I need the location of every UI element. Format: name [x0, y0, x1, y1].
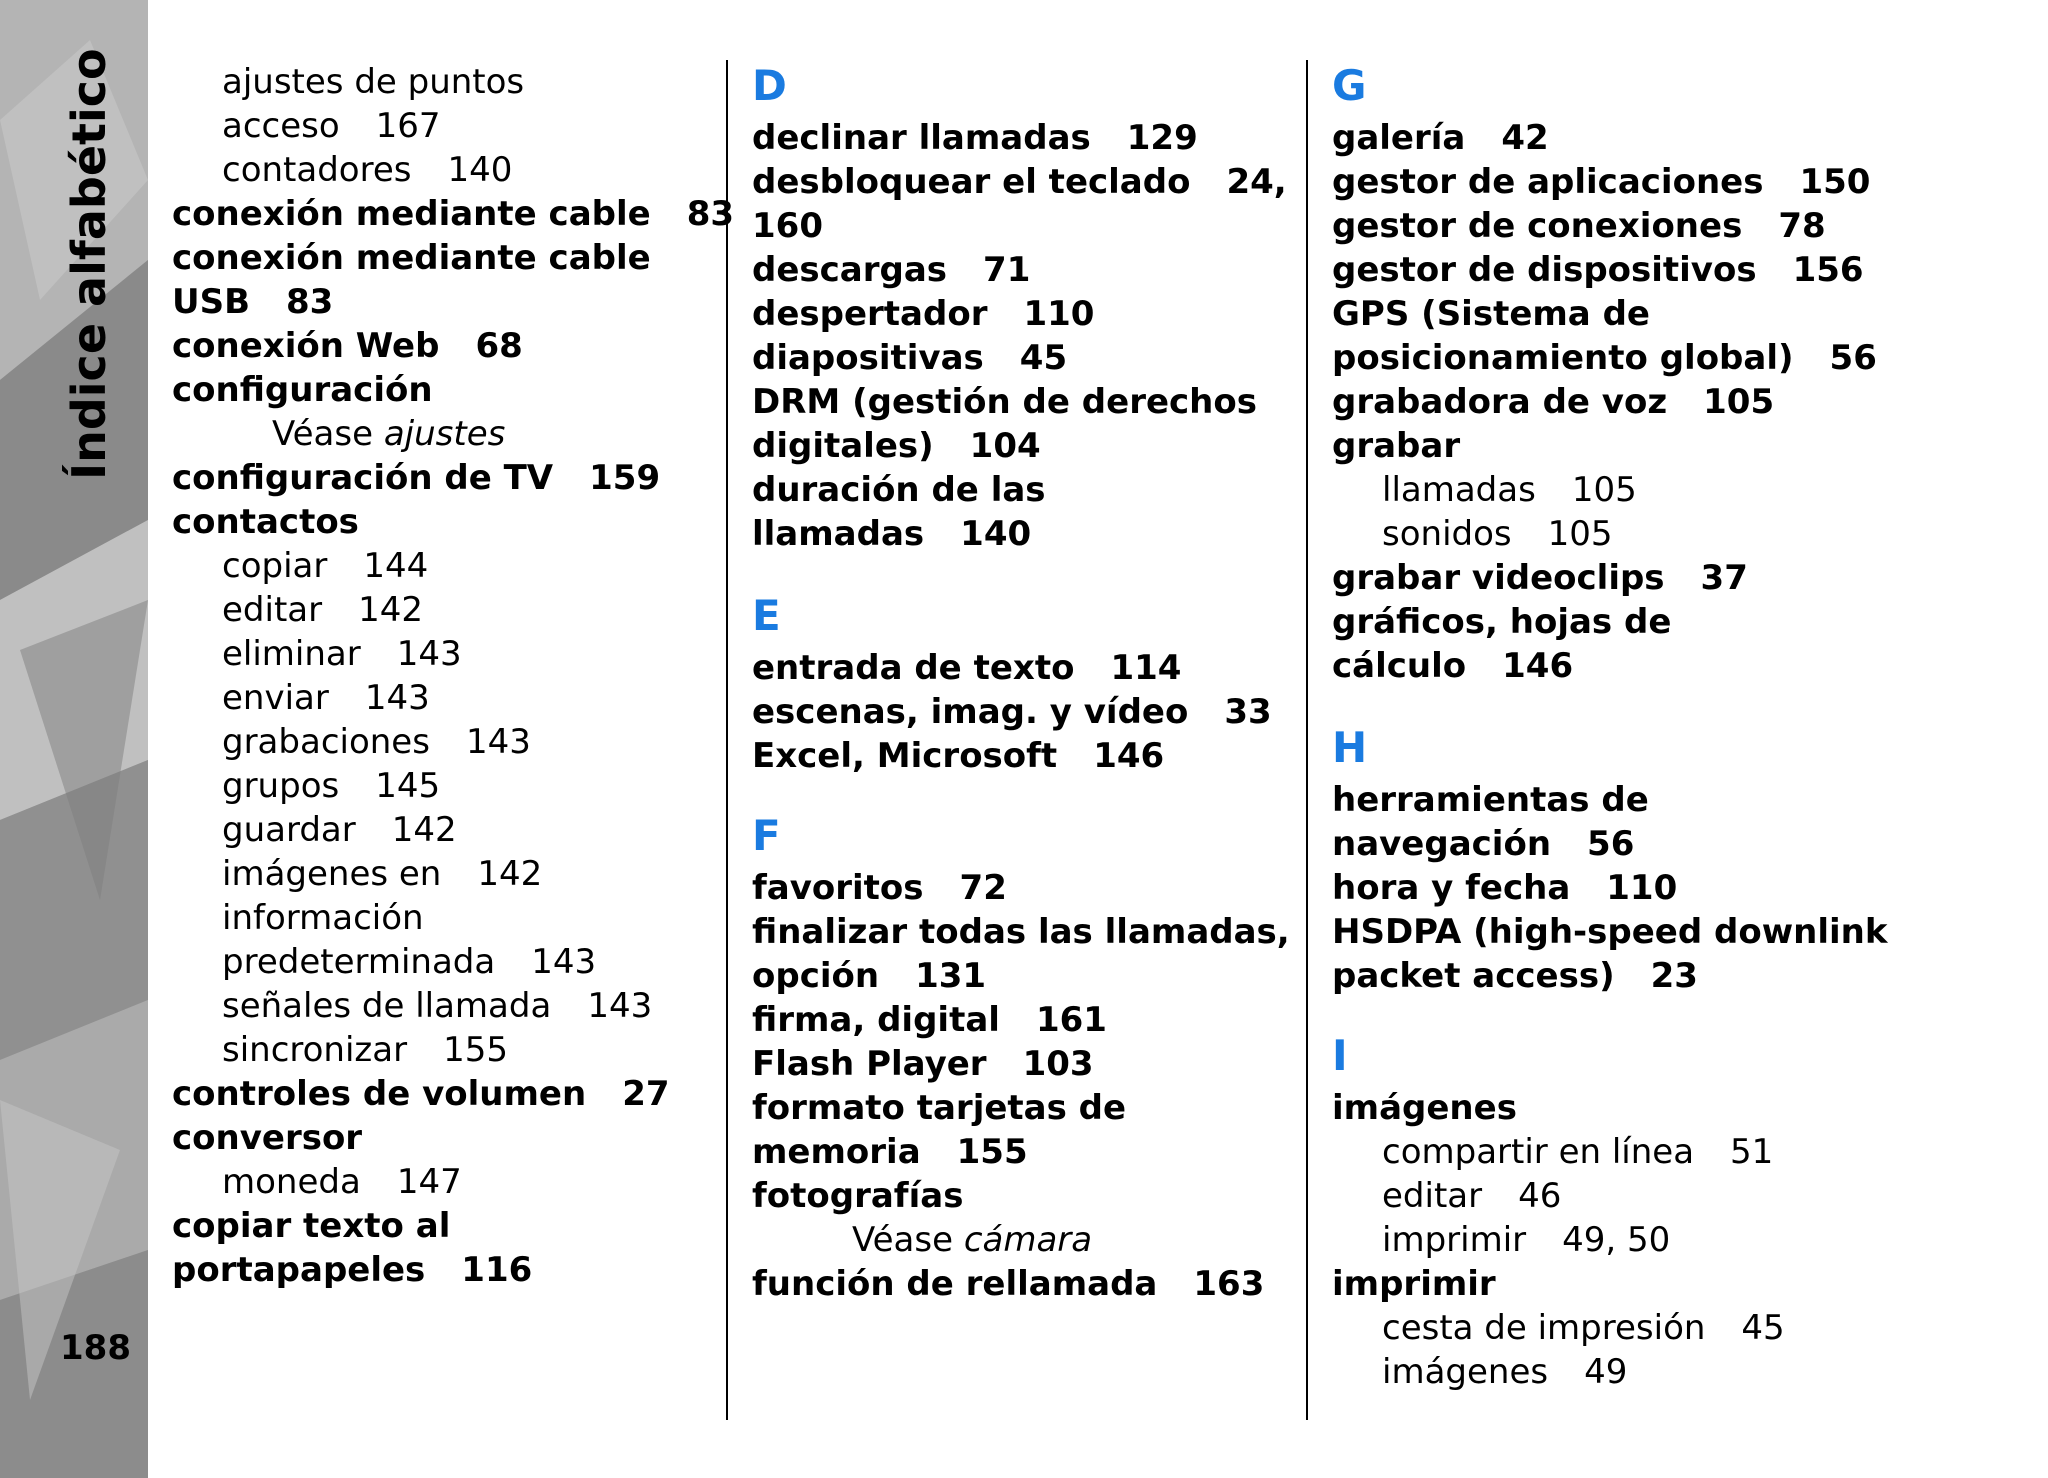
term-text: memoria — [752, 1132, 921, 1172]
term-text: gráficos, hojas de — [1332, 602, 1672, 642]
index-term — [752, 336, 1067, 380]
term-text: imágenes — [1332, 1088, 1517, 1128]
page-reference: 142 — [391, 810, 457, 850]
index-subterm — [222, 544, 428, 588]
index-subterm — [222, 940, 596, 984]
index-term — [752, 1130, 1028, 1174]
term-text: guardar — [222, 810, 356, 850]
term-text: grabaciones — [222, 722, 430, 762]
term-text: USB — [172, 282, 251, 322]
index-term — [752, 468, 1046, 512]
page-reference: 56 — [1829, 338, 1877, 378]
index-subterm — [222, 1028, 508, 1072]
term-text: información — [222, 898, 424, 938]
term-text: fotografías — [752, 1176, 964, 1216]
index-subterm — [222, 148, 512, 192]
term-text: grabadora de voz — [1332, 382, 1668, 422]
term-text: imprimir — [1332, 1264, 1496, 1304]
index-term — [752, 1042, 1094, 1086]
term-text: grabar — [1332, 426, 1461, 466]
term-text: imágenes — [1382, 1352, 1549, 1392]
section-title: Índice alfabético — [62, 48, 116, 480]
page-reference: 114 — [1110, 648, 1182, 688]
page-reference: 142 — [477, 854, 543, 894]
index-term — [1332, 644, 1573, 688]
term-text: moneda — [222, 1162, 361, 1202]
term-text: entrada de texto — [752, 648, 1075, 688]
page-reference: 159 — [589, 458, 661, 498]
term-text: controles de volumen — [172, 1074, 587, 1114]
see-target: ajustes — [383, 414, 506, 454]
index-subterm — [222, 896, 424, 940]
term-text: herramientas de — [1332, 780, 1649, 820]
page-reference: 42 — [1501, 118, 1549, 158]
index-term — [752, 954, 986, 998]
term-text: copiar texto al — [172, 1206, 451, 1246]
term-text: declinar llamadas — [752, 118, 1091, 158]
page-reference: 167 — [375, 106, 441, 146]
index-term — [1332, 1086, 1517, 1130]
term-text: contactos — [172, 502, 359, 542]
index-subterm — [222, 984, 652, 1028]
page-number: 188 — [60, 1328, 131, 1368]
index-subterm — [222, 720, 531, 764]
index-letter-heading: D — [752, 61, 787, 110]
page-reference: 150 — [1799, 162, 1871, 202]
term-text: HSDPA (high-speed downlink — [1332, 912, 1888, 952]
index-term — [172, 456, 660, 500]
index-term — [172, 500, 359, 544]
index-term — [172, 1072, 670, 1116]
index-term — [1332, 424, 1460, 468]
term-text: acceso — [222, 106, 340, 146]
index-subterm — [1382, 1350, 1627, 1394]
term-text: GPS (Sistema de — [1332, 294, 1650, 334]
term-text: descargas — [752, 250, 948, 290]
term-text: imprimir — [1382, 1220, 1527, 1260]
index-term — [1332, 292, 1650, 336]
index-subterm — [1382, 512, 1613, 556]
index-subterm — [222, 1160, 462, 1204]
index-subterm — [1382, 1174, 1561, 1218]
index-term — [752, 248, 1030, 292]
index-term — [752, 1262, 1264, 1306]
index-term — [172, 368, 433, 412]
index-term — [172, 324, 523, 368]
term-text: navegación — [1332, 824, 1552, 864]
page-reference: 49, 50 — [1562, 1220, 1671, 1260]
index-subterm — [1382, 1218, 1670, 1262]
term-text: despertador — [752, 294, 988, 334]
page-reference: 72 — [959, 868, 1007, 908]
term-text: editar — [1382, 1176, 1483, 1216]
page-reference: 147 — [396, 1162, 462, 1202]
term-text: cálculo — [1332, 646, 1467, 686]
index-term — [752, 292, 1094, 336]
index-subterm — [1382, 1130, 1773, 1174]
term-text: hora y fecha — [1332, 868, 1571, 908]
term-text: posicionamiento global) — [1332, 338, 1794, 378]
term-text: finalizar todas las llamadas, — [752, 912, 1290, 952]
column-divider — [1306, 60, 1308, 1420]
term-text: conexión Web — [172, 326, 440, 366]
index-term — [752, 512, 1031, 556]
term-text: conexión mediante cable — [172, 238, 651, 278]
index-term — [1332, 160, 1870, 204]
term-text: packet access) — [1332, 956, 1615, 996]
page-reference: 146 — [1502, 646, 1574, 686]
index-term — [752, 866, 1007, 910]
page-reference: 56 — [1587, 824, 1635, 864]
term-text: portapapeles — [172, 1250, 426, 1290]
index-term — [1332, 778, 1649, 822]
see-target: cámara — [963, 1220, 1093, 1260]
term-text: contadores — [222, 150, 412, 190]
index-see-reference — [852, 1218, 1092, 1262]
term-text: copiar — [222, 546, 328, 586]
index-term — [1332, 1262, 1496, 1306]
page-reference: 143 — [531, 942, 597, 982]
index-term — [172, 1248, 532, 1292]
index-term — [752, 734, 1164, 778]
page-reference: 110 — [1023, 294, 1095, 334]
index-subterm — [222, 60, 524, 104]
page-reference: 49 — [1584, 1352, 1628, 1392]
term-text: DRM (gestión de derechos — [752, 382, 1257, 422]
page-reference: 143 — [396, 634, 462, 674]
page-reference: 83 — [686, 194, 735, 234]
page-reference: 163 — [1193, 1264, 1265, 1304]
page-reference: 27 — [622, 1074, 670, 1114]
page-reference: 145 — [375, 766, 441, 806]
term-text: imágenes en — [222, 854, 442, 894]
term-text: galería — [1332, 118, 1466, 158]
index-letter-heading: H — [1332, 723, 1368, 772]
term-text: escenas, imag. y vídeo — [752, 692, 1189, 732]
index-term — [1332, 116, 1549, 160]
page-reference: 131 — [915, 956, 987, 996]
index-term — [752, 160, 1287, 204]
index-term — [1332, 556, 1748, 600]
page-reference: 105 — [1547, 514, 1613, 554]
index-subterm — [1382, 1306, 1785, 1350]
term-text: favoritos — [752, 868, 924, 908]
index-term — [172, 192, 734, 236]
index-subterm — [222, 764, 440, 808]
column-divider — [726, 60, 728, 1420]
term-text: firma, digital — [752, 1000, 1000, 1040]
page-reference: 45 — [1741, 1308, 1785, 1348]
index-term — [752, 998, 1107, 1042]
index-term — [752, 424, 1041, 468]
index-term — [1332, 822, 1634, 866]
index-see-reference — [272, 412, 505, 456]
term-text: predeterminada — [222, 942, 496, 982]
term-text: enviar — [222, 678, 329, 718]
term-text: conexión mediante cable — [172, 194, 651, 234]
term-text: formato tarjetas de — [752, 1088, 1127, 1128]
page-reference: 116 — [461, 1250, 533, 1290]
page-reference: 103 — [1022, 1044, 1094, 1084]
page-reference: 156 — [1792, 250, 1864, 290]
page-reference: 110 — [1606, 868, 1678, 908]
page-reference: 143 — [465, 722, 531, 762]
page-reference: 37 — [1700, 558, 1748, 598]
page-reference: 105 — [1571, 470, 1637, 510]
page-reference: 24, — [1226, 162, 1287, 202]
index-term — [1332, 954, 1698, 998]
page-reference: 155 — [443, 1030, 508, 1070]
term-text: sonidos — [1382, 514, 1512, 554]
index-term — [1332, 248, 1864, 292]
page-reference: 83 — [286, 282, 334, 322]
term-text: llamadas — [752, 514, 925, 554]
see-label: Véase — [272, 414, 374, 454]
term-text: conversor — [172, 1118, 363, 1158]
index-subterm — [222, 588, 423, 632]
page-reference: 144 — [363, 546, 429, 586]
page-reference: 23 — [1650, 956, 1698, 996]
term-text: señales de llamada — [222, 986, 552, 1026]
index-term — [752, 910, 1290, 954]
term-text: función de rellamada — [752, 1264, 1158, 1304]
see-label: Véase — [852, 1220, 954, 1260]
page-reference: 45 — [1019, 338, 1068, 378]
term-text: llamadas — [1382, 470, 1536, 510]
term-text: diapositivas — [752, 338, 984, 378]
page-reference: 161 — [1035, 1000, 1107, 1040]
index-term — [172, 1116, 362, 1160]
page-reference: 143 — [364, 678, 430, 718]
page-reference: 140 — [447, 150, 513, 190]
index-term — [1332, 380, 1774, 424]
page-reference: 71 — [983, 250, 1031, 290]
page-reference: 105 — [1703, 382, 1775, 422]
term-text: Excel, Microsoft — [752, 736, 1058, 776]
term-text: compartir en línea — [1382, 1132, 1695, 1172]
index-subterm — [222, 676, 430, 720]
index-term — [752, 1086, 1126, 1130]
index-term — [752, 646, 1181, 690]
index-term — [1332, 600, 1671, 644]
page-reference: 142 — [358, 590, 423, 630]
term-text: configuración — [172, 370, 433, 410]
term-text: duración de las — [752, 470, 1046, 510]
page-reference: 129 — [1126, 118, 1198, 158]
term-text: eliminar — [222, 634, 361, 674]
index-letter-heading: F — [752, 811, 781, 860]
page-reference: 104 — [969, 426, 1041, 466]
term-text: Flash Player — [752, 1044, 987, 1084]
sidebar-band — [0, 0, 148, 1478]
index-term — [1332, 866, 1677, 910]
index-letter-heading: G — [1332, 61, 1367, 110]
index-letter-heading: E — [752, 591, 781, 640]
index-subterm — [222, 808, 457, 852]
page-reference: 78 — [1778, 206, 1826, 246]
page-reference: 140 — [960, 514, 1032, 554]
index-letter-heading: I — [1332, 1031, 1348, 1080]
page-reference: 146 — [1093, 736, 1165, 776]
term-text: sincronizar — [222, 1030, 408, 1070]
term-text: configuración de TV — [172, 458, 554, 498]
term-text: grupos — [222, 766, 340, 806]
index-term — [1332, 336, 1877, 380]
index-term — [752, 380, 1257, 424]
term-text: editar — [222, 590, 323, 630]
term-text: grabar videoclips — [1332, 558, 1665, 598]
index-subterm — [222, 632, 462, 676]
index-term — [752, 1174, 963, 1218]
term-text: cesta de impresión — [1382, 1308, 1706, 1348]
index-term — [1332, 204, 1826, 248]
index-term — [1332, 910, 1887, 954]
index-term — [172, 236, 651, 280]
page-reference: 155 — [956, 1132, 1028, 1172]
term-text: gestor de aplicaciones — [1332, 162, 1764, 202]
index-term — [752, 690, 1272, 734]
index-term — [752, 116, 1198, 160]
page-reference: 51 — [1730, 1132, 1774, 1172]
index-term — [752, 204, 823, 248]
index-term — [172, 280, 333, 324]
term-text: ajustes de puntos — [222, 62, 525, 102]
page-reference: 46 — [1518, 1176, 1562, 1216]
term-text: opción — [752, 956, 880, 996]
index-subterm — [222, 104, 441, 148]
page-reference: 33 — [1224, 692, 1272, 732]
page-reference: 143 — [587, 986, 653, 1026]
index-subterm — [1382, 468, 1637, 512]
term-text: gestor de dispositivos — [1332, 250, 1757, 290]
page-reference: 68 — [475, 326, 523, 366]
term-text: 160 — [752, 206, 823, 246]
term-text: digitales) — [752, 426, 934, 466]
index-subterm — [222, 852, 542, 896]
index-term — [172, 1204, 450, 1248]
term-text: desbloquear el teclado — [752, 162, 1191, 202]
term-text: gestor de conexiones — [1332, 206, 1743, 246]
